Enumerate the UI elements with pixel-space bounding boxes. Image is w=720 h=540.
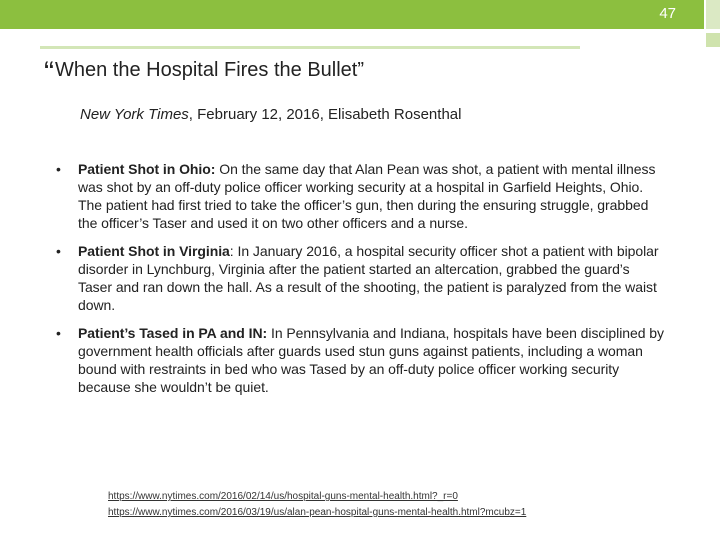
source-link-2[interactable]: https://www.nytimes.com/2016/03/19/us/alan-pean-hospital-guns-mental-health.html?mcubz=1 — [108, 507, 527, 518]
bullet-heading: Patient Shot in Virginia — [78, 243, 230, 259]
slide-title-text: When the Hospital Fires the Bullet” — [55, 59, 365, 81]
page-number: 47 — [659, 5, 676, 22]
source-links — [108, 489, 526, 521]
citation-publication: New York Times — [80, 106, 189, 123]
bullet-body: : In January 2016, a hospital security officer shot a patient with bipolar disorder in Lynchburg, Virginia after the patient started an altercation, grabbed the guard’s Taser and ran down the hall. As a result of the shooting, the patient is paralyzed from the waist down. — [78, 243, 659, 313]
side-accent-block — [706, 33, 720, 47]
header-side-strip — [706, 0, 720, 29]
bullet-heading: Patient Shot in Ohio: — [78, 161, 216, 177]
bullet-body: On the same day that Alan Pean was shot, a patient with mental illness was shot by an off-duty police officer working security at a hospital in Garfield Heights, Ohio. The patient had first tried to take the officer’s gun, then during the ensuring struggle, grabbed the officer’s Taser and used it on two other officers and a nurse. — [78, 161, 656, 231]
bullet-marker: • — [56, 325, 61, 341]
citation — [80, 106, 461, 123]
bullet-item — [56, 324, 666, 396]
slide-title — [44, 56, 365, 89]
bullet-list — [56, 160, 666, 406]
bullet-marker: • — [56, 243, 61, 259]
source-link-1[interactable]: https://www.nytimes.com/2016/02/14/us/hospital-guns-mental-health.html?_r=0 — [108, 491, 458, 502]
bullet-item — [56, 242, 666, 314]
citation-details: , February 12, 2016, Elisabeth Rosenthal — [188, 106, 462, 123]
bullet-heading: Patient’s Tased in PA and IN: — [78, 325, 268, 341]
title-underline — [40, 46, 580, 49]
bullet-item — [56, 160, 666, 232]
bullet-body: In Pennsylvania and Indiana, hospitals have been disciplined by government health officials after guards used stun guns against patients, including a woman bound with restraints in bed who was Tased by an off-duty police officer working security because she wouldn’t be quiet. — [78, 325, 664, 395]
header-bar — [0, 0, 704, 29]
bullet-marker: • — [56, 161, 61, 177]
open-quote: “ — [44, 56, 54, 89]
